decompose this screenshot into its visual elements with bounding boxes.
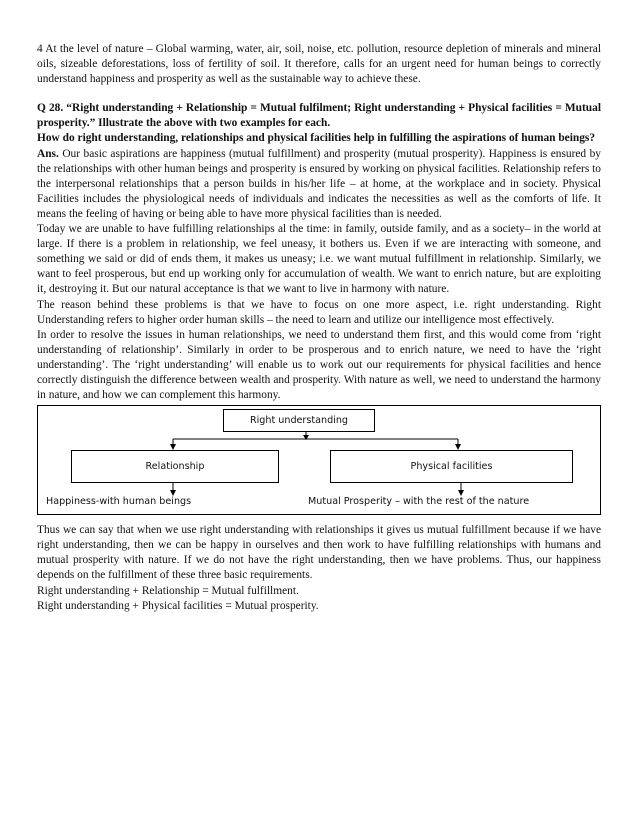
box-right-understanding	[223, 409, 375, 432]
label-prosperity-outcome: Mutual Prosperity – with the rest of the nature	[308, 496, 530, 508]
equation-fulfillment: Right understanding + Relationship = Mutual fulfillment.	[37, 584, 299, 597]
document-page	[37, 42, 601, 614]
understanding-diagram	[37, 405, 601, 515]
label-relationship: Relationship	[145, 461, 205, 473]
paragraph-thus: Thus we can say that when we use right understanding with relationships it gives us mutual fulfillment because if we have right understanding, then we can be happy in ourselves and then work to have fulfilling relationships with humans and mutual prosperity with nature. If we do not have the right understanding, then we have problems. Thus, our happiness depends on the fulfillment of these three basic requirements.	[37, 524, 601, 582]
paragraph-today: Today we are unable to have fulfilling relationships al the time: in family, outside family, and as a society– in the world at large. If there is a problem in relationship, we feel uneasy, it bothers us. Even if we are interacting with someone, and something we said or did of ends them, it makes us uneasy; i.e. we want mutual fulfillment in relationship. Similarly, we want to feel prosperous, but end up working only for accumulation of wealth. We want to enrich nature, but are exploiting it, destroying it. But our natural acceptance is that we want to live in harmony with nature.	[37, 223, 601, 296]
answer-text: Our basic aspirations are happiness (mutual fulfillment) and prosperity (mutual prosperity). Happiness is ensured by the relationships with other human beings and prosperity is ensured by working on physical facilities. Relationship refers to the interpersonal relationships that a person builds in his/her life – at home, at the workplace and in society. Physical Facilities includes the physiological needs of individuals and indicates the necessities as well as the comforts of life. It means the feeling of having or being able to have more physical facilities than is needed.	[37, 147, 601, 220]
paragraph-reason: The reason behind these problems is that we have to focus on one more aspect, i.e. right understanding. Right Understanding refers to higher order human skills – the need to learn and utilize our intelligence most effectively.	[37, 298, 601, 326]
answer-label: Ans.	[37, 147, 59, 160]
label-happiness-outcome: Happiness-with human beings	[46, 496, 192, 508]
intro-paragraph: 4 At the level of nature – Global warming, water, air, soil, noise, etc. pollution, resource depletion of minerals and mineral oils, sizeable deforestations, loss of fertility of soil. It therefore, calls for an urgent need for human beings to correctly understand happiness and prosperity as well as the sustainable way to achieve these.	[37, 43, 601, 86]
answer-paragraph	[37, 147, 601, 222]
label-right-understanding: Right understanding	[249, 415, 349, 427]
paragraph-order: In order to resolve the issues in human relationships, we need to understand them first, and this would come from ‘right understanding of relationship’. Similarly in order to be prosperous and to enrich nature, we need to have the ‘right understanding’. The ‘right understanding’ will enable us to work out our requirements for physical facilities and hence correctly distinguish the difference between wealth and prosperity. With nature as well, we need to understand the harmony in nature, and how we can complement this harmony.	[37, 328, 601, 402]
box-physical-facilities	[330, 450, 573, 483]
label-physical-facilities: Physical facilities	[410, 461, 493, 473]
equation-prosperity: Right understanding + Physical facilities = Mutual prosperity.	[37, 599, 319, 612]
box-relationship	[71, 450, 279, 483]
question-subtitle: How do right understanding, relationships and physical facilities help in fulfilling the aspirations of human beings?	[37, 132, 596, 145]
question-title: Q 28. “Right understanding + Relationship = Mutual fulfilment; Right understanding + Physical facilities = Mutual prosperity.” Illustrate the above with two examples for each.	[37, 102, 601, 130]
